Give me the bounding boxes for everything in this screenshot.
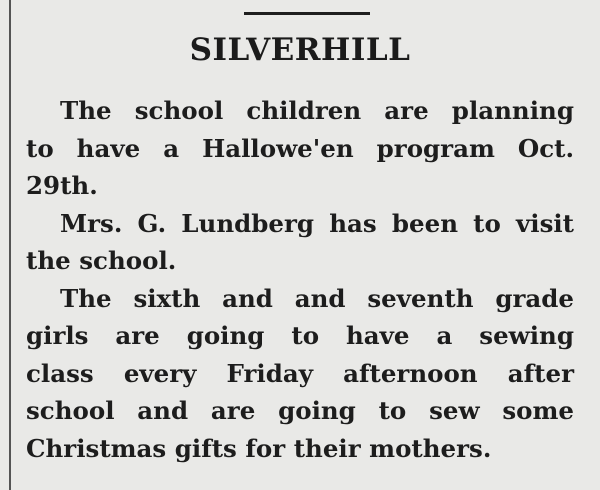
- text-line: the school.: [26, 246, 177, 275]
- text-line: The school children are planning: [60, 96, 574, 125]
- text-line: girls are going to have a sewing: [26, 321, 574, 350]
- article-body: [26, 92, 574, 467]
- paragraph: [26, 280, 574, 468]
- column-rule: [9, 0, 11, 490]
- headline: SILVERHILL: [189, 32, 411, 68]
- top-rule: [244, 12, 370, 15]
- text-line: The sixth and and seventh grade: [60, 283, 574, 313]
- text-line: school and are going to sew some: [26, 396, 574, 425]
- text-line: Mrs. G. Lundberg has been to visit: [60, 208, 574, 238]
- paragraph: [26, 205, 574, 280]
- paragraph: [26, 92, 574, 205]
- text-line: to have a Hallowe'en program Oct.: [26, 133, 574, 163]
- text-line: Christmas gifts for their mothers.: [26, 433, 492, 463]
- text-line: class every Friday afternoon after: [26, 358, 574, 388]
- text-line: 29th.: [26, 171, 98, 200]
